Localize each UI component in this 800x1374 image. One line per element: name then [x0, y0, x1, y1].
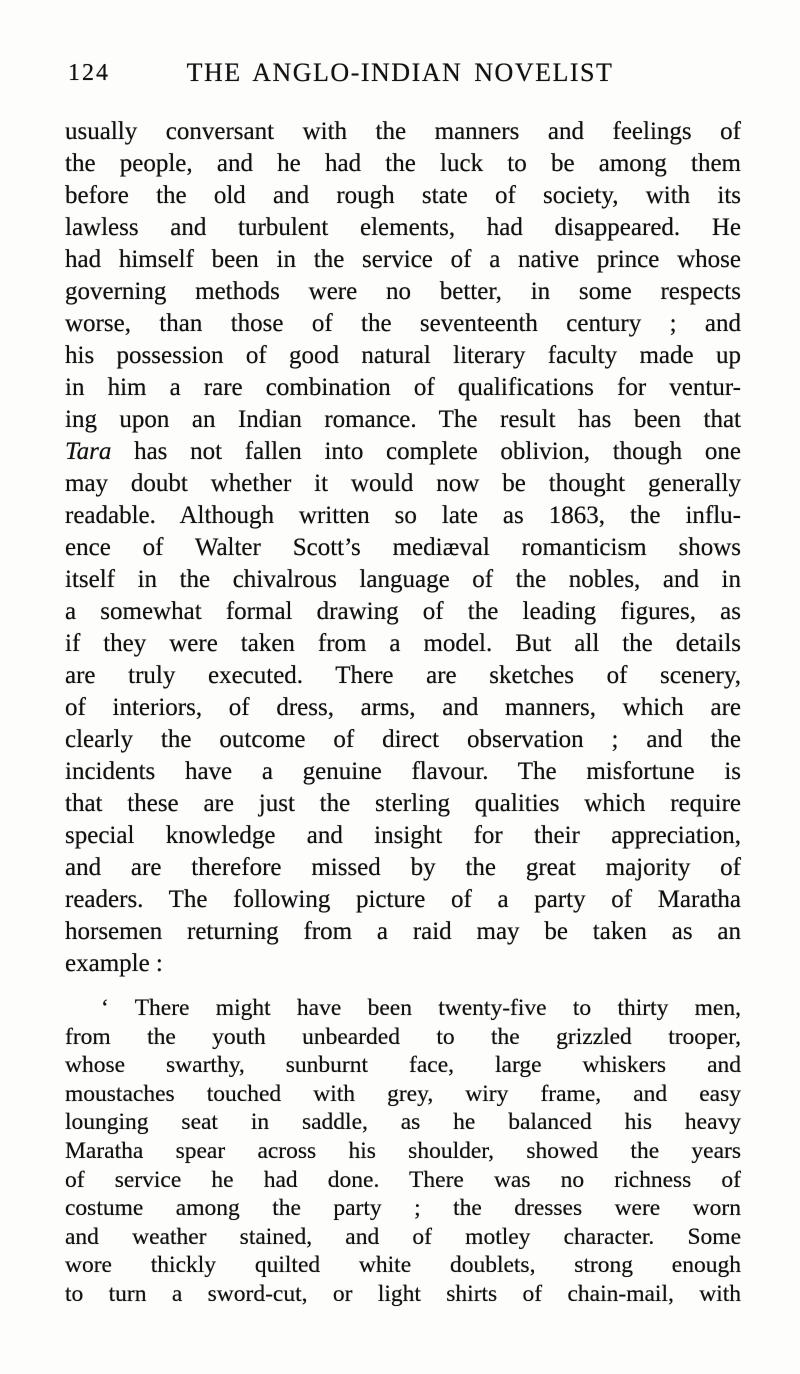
text-line: worse, than those of the seventeenth century ; and: [65, 310, 741, 337]
text-line: that these are just the sterling qualities which require: [65, 790, 741, 817]
text-line: whose swarthy, sunburnt face, large whiskers and: [65, 1052, 741, 1079]
text-line: may doubt whether it would now be thought generally: [65, 470, 741, 497]
text-line: example :: [65, 950, 163, 977]
text-line: readable. Although written so late as 1863, the influ-: [65, 502, 741, 529]
text-line: are truly executed. There are sketches of scenery,: [65, 662, 741, 689]
text-line: readers. The following picture of a party of Maratha: [65, 886, 741, 913]
text-line: horsemen returning from a raid may be taken as an: [65, 918, 741, 945]
text-line: special knowledge and insight for their appreciation,: [65, 822, 741, 849]
text-line: usually conversant with the manners and feelings of: [65, 118, 741, 145]
text-line: from the youth unbearded to the grizzled trooper,: [65, 1023, 741, 1050]
page-header: [0, 58, 800, 90]
text-line: to turn a sword-cut, or light shirts of chain-mail, with: [65, 1280, 741, 1307]
text-line: itself in the chivalrous language of the nobles, and in: [65, 566, 741, 593]
text-line: lounging seat in saddle, as he balanced his heavy: [65, 1109, 741, 1136]
page-number: 124: [68, 60, 110, 86]
text-line: and weather stained, and of motley character. Some: [65, 1223, 741, 1250]
text-line: of service he had done. There was no richness of: [65, 1166, 741, 1193]
text-line: moustaches touched with grey, wiry frame, and easy: [65, 1080, 741, 1107]
text-line: lawless and turbulent elements, had disappeared. He: [65, 214, 741, 241]
running-title: THE ANGLO-INDIAN NOVELIST: [186, 58, 614, 87]
text-line: before the old and rough state of society, with its: [65, 182, 741, 209]
text-line: governing methods were no better, in some respects: [65, 278, 741, 305]
text-line: a somewhat formal drawing of the leading figures, as: [65, 598, 741, 625]
text-line: his possession of good natural literary faculty made up: [65, 342, 741, 369]
text-line: the people, and he had the luck to be among them: [65, 150, 741, 177]
quote-paragraph: [65, 994, 741, 1309]
text-line: of interiors, of dress, arms, and manners, which are: [65, 694, 741, 721]
text-line: ing upon an Indian romance. The result has been that: [65, 406, 741, 433]
text-line: Tara has not fallen into complete oblivion, though one: [65, 438, 741, 465]
text-line: wore thickly quilted white doublets, strong enough: [65, 1252, 741, 1279]
text-line: Maratha spear across his shoulder, showed the years: [65, 1137, 741, 1164]
text-line: clearly the outcome of direct observation ; and the: [65, 726, 741, 753]
text-line: costume among the party ; the dresses were worn: [65, 1195, 741, 1222]
text-line: had himself been in the service of a native prince whose: [65, 246, 741, 273]
text-line: in him a rare combination of qualifications for ventur-: [65, 374, 741, 401]
body-paragraph: [65, 116, 741, 980]
text-line: if they were taken from a model. But all the details: [65, 630, 741, 657]
text-line: ‘ There might have been twenty-five to thirty men,: [101, 995, 741, 1021]
text-line: and are therefore missed by the great majority of: [65, 854, 741, 881]
text-line: ence of Walter Scott’s mediæval romanticism shows: [65, 534, 741, 561]
text-line: incidents have a genuine flavour. The misfortune is: [65, 758, 741, 785]
